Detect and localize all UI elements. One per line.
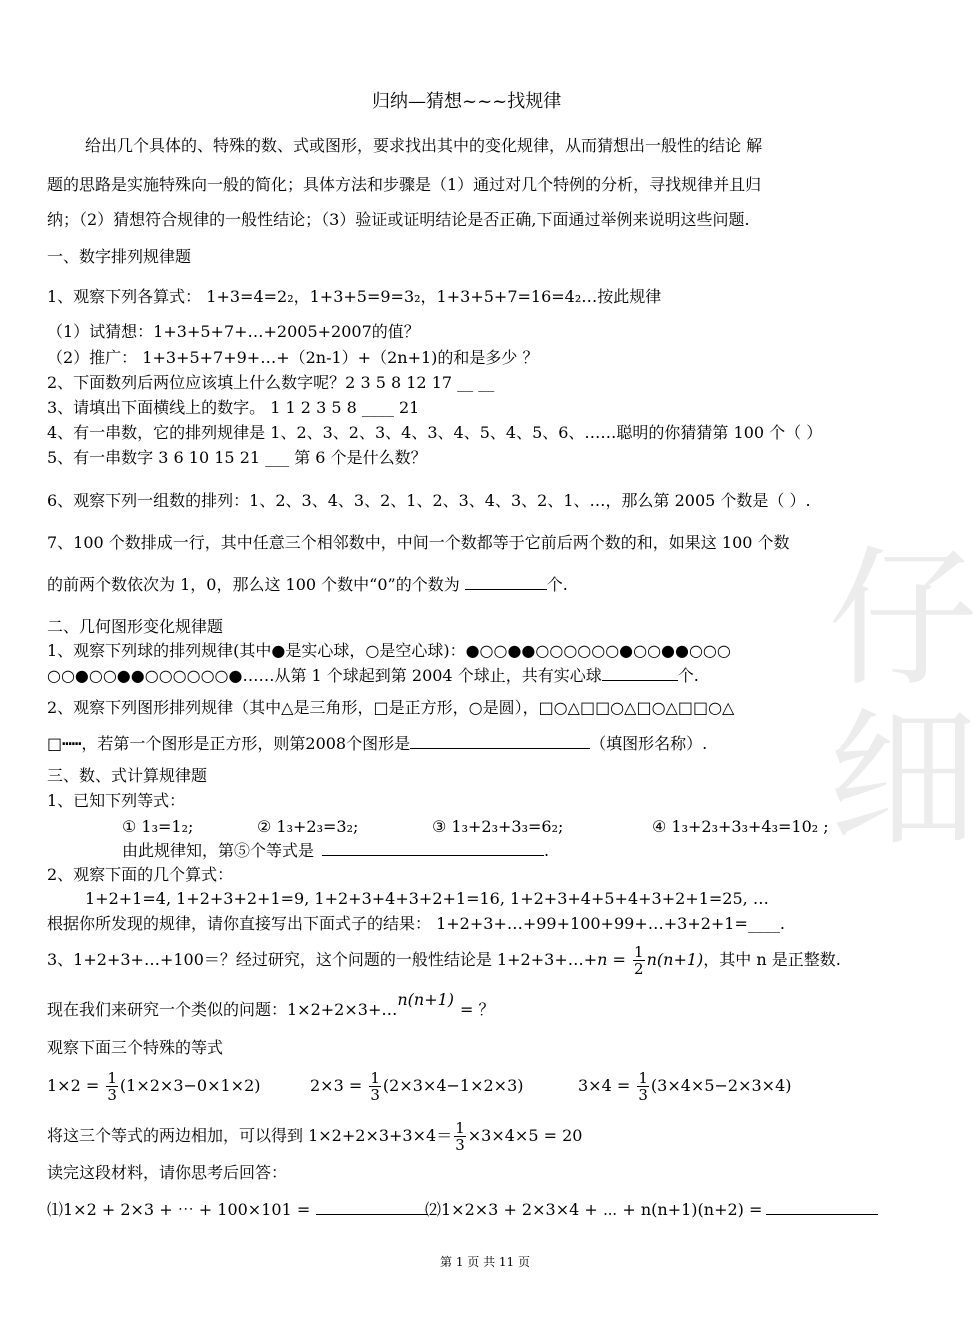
frac-den: 3 [455,1136,465,1154]
eq-rhs: (3×4×5−2×3×4) [650,1076,792,1095]
frac-den: 3 [107,1086,117,1104]
frac-num: 1 [634,943,644,961]
s3-q2-ask: 根据你所发现的规律，请你直接写出下面式子的结果： 1+2+3+…+99+100+99+…+3+2+1=____. [47,914,785,933]
s3-q1: 1、已知下列等式： [47,791,186,810]
s3-q2-row: 1+2+1=4, 1+2+3+2+1=9, 1+2+3+4+3+2+1=16, 1+2+3+4+5+4+3+2+1=25, … [85,889,769,908]
s3-sum-text: 将这三个等式的两边相加，可以得到 1×2+2×3+3×4＝ [47,1126,453,1145]
equals: = [612,950,626,969]
answer-blank[interactable] [316,1200,428,1215]
frac-den: 2 [634,960,644,978]
answer-blank[interactable] [602,666,678,681]
s1-q6: 6、观察下列一组数的排列：1、2、3、4、3、2、1、2、3、4、3、2、1、…，那么第 2005 个数是（ ）. [47,491,811,510]
eq-lhs: 2×3 = [310,1076,363,1095]
frac-den: 3 [638,1086,648,1104]
s1-q3: 3、请填出下面横线上的数字。 1 1 2 3 5 8 ____ 21 [47,398,420,417]
special-eq-3 [578,1068,792,1104]
page-title: 归纳—猜想~~~找规律 [372,91,562,112]
s1-q7b-tail: 个. [546,575,568,594]
fraction-third [454,1120,466,1153]
section3-heading: 三、数、式计算规律题 [47,766,208,785]
s1-q4: 4、有一串数，它的排列规律是 1、2、3、2、3、4、3、4、5、4、5、6、……聪明的你猜猜第 100 个（ ） [47,423,823,442]
answer-2-text: ⑵1×2×3 + 2×3×4 + ⋯ + n(n+1)(n+2) = [425,1200,763,1219]
s1-q1a: （1）试猜想：1+3+5+7+…+2005+2007的值？ [47,322,420,341]
s1-q5: 5、有一串数字 3 6 10 15 21 ___ 第 6 个是什么数？ [47,448,427,467]
intro-line-3: 纳；（2）猜想符合规律的一般性结论；（3）验证或证明结论是否正确,下面通过举例来说明这些问题. [47,210,750,229]
answer-blank[interactable] [410,734,590,749]
intro-line-1: 给出几个具体的、特殊的数、式或图形，要求找出其中的变化规律，从而猜想出一般性的结论 解 [85,136,763,155]
frac-num: 1 [455,1119,465,1137]
s2-q2b-text: □┅┅，若第一个图形是正方形，则第2008个图形是 [47,734,411,753]
fraction-third [637,1070,649,1103]
s2-q2b-tail: （填图形名称）. [590,734,708,753]
frac-num: 1 [107,1069,117,1087]
section2-heading: 二、几何图形变化规律题 [47,617,224,636]
page-footer: 第 1 页 共 11 页 [440,1255,530,1269]
eq-rhs: (1×2×3−0×1×2) [119,1076,261,1095]
s1-q2: 2、下面数列后两位应该填上什么数字呢？2 3 5 8 12 17 __ __ [47,373,495,392]
watermark: 仔细 [828,533,978,867]
answer-blank[interactable] [465,575,547,590]
eq-rhs: (2×3×4−1×2×3) [382,1076,524,1095]
frac-num: 1 [370,1069,380,1087]
intro-line-2: 题的思路是实施特殊向一般的简化；具体方法和步骤是（1）通过对几个特例的分析，寻找规律并且归 [47,175,762,194]
s3-eq3: ③ 1₃+2₃+3₃=6₂; [432,817,564,836]
s3-sum [47,1118,582,1154]
eq-lhs: 1×2 = [47,1076,100,1095]
s3-study-text: 现在我们来研究一个类似的问题：1×2+2×3+… [47,1000,398,1019]
frac-num: 1 [638,1069,648,1087]
study-tail: = ？ [460,1000,495,1019]
s3-q3-tail: ，其中 n 是正整数. [703,950,841,969]
s1-q1b: （2）推广： 1+3+5+7+9+…+（2n-1）+（2n+1)的和是多少 ？ [47,348,539,367]
s3-read: 读完这段材料，请你思考后回答： [47,1163,288,1182]
s3-sum-tail: ×3×4×5 = 20 [467,1126,583,1145]
fraction-half [633,944,645,977]
s2-q2a: 2、观察下列图形排列规律（其中△是三角形，□是正方形，○是圆），□○△□□○△□○△□□○△ [47,698,735,717]
s3-q2: 2、观察下面的几个算式： [47,865,234,884]
s1-q7b [47,575,568,595]
section1-heading: 一、数字排列规律题 [47,247,192,266]
s3-eq4: ④ 1₃+2₃+3₃+4₃=10₂ ; [652,817,829,836]
s1-q1: 1、观察下列各算式： 1+3=4=2₂，1+3+5=9=3₂，1+3+5+7=16=4₂…按此规律 [47,287,662,306]
special-eq-2 [310,1068,524,1104]
s2-q1b [47,666,699,686]
eq-lhs: 3×4 = [578,1076,631,1095]
var-n: n [597,950,608,969]
answer-1-text: ⑴1×2 + 2×3 + ⋯ + 100×101 = [47,1200,311,1219]
expr: n(n+1) [646,950,704,969]
fraction-third [106,1070,118,1103]
s2-q2b [47,734,707,754]
answer-2 [425,1200,878,1220]
s2-q1b-text: ○○●○○●●○○○○○○●……从第 1 个球起到第 2004 个球止，共有实心球 [47,666,602,685]
answer-1 [47,1200,428,1220]
s2-q1b-tail: 个. [677,666,699,685]
s3-q3 [47,944,841,977]
study-expr: n(n+1) [397,990,455,1009]
answer-blank[interactable] [766,1200,878,1215]
s2-q1a: 1、观察下列球的排列规律(其中●是实心球，○是空心球)：●○○●●○○○○○○●○○●●○○○ [47,641,731,660]
s1-q7a: 7、100 个数排成一行，其中任意三个相邻数中，中间一个数都等于它前后两个数的和，如果这 100 个数 [47,533,790,552]
fraction-third [369,1070,381,1103]
s3-study [47,990,495,1020]
special-eq-1 [47,1068,261,1104]
s3-observe: 观察下面三个特殊的等式 [47,1038,224,1057]
s3-eq5-tail: . [544,841,550,860]
s3-eq5 [122,841,549,861]
s3-q3-text: 3、1+2+3+…+100＝？经过研究，这个问题的一般性结论是 1+2+3+…+ [47,950,598,969]
s1-q7b-text: 的前两个数依次为 1，0，那么这 100 个数中“0”的个数为 [47,575,465,594]
s3-eq5-text: 由此规律知，第⑤个等式是 [122,841,315,860]
s3-eq2: ② 1₃+2₃=3₂; [257,817,359,836]
frac-den: 3 [370,1086,380,1104]
answer-blank[interactable] [322,841,544,856]
s3-eq1: ① 1₃=1₂; [122,817,194,836]
